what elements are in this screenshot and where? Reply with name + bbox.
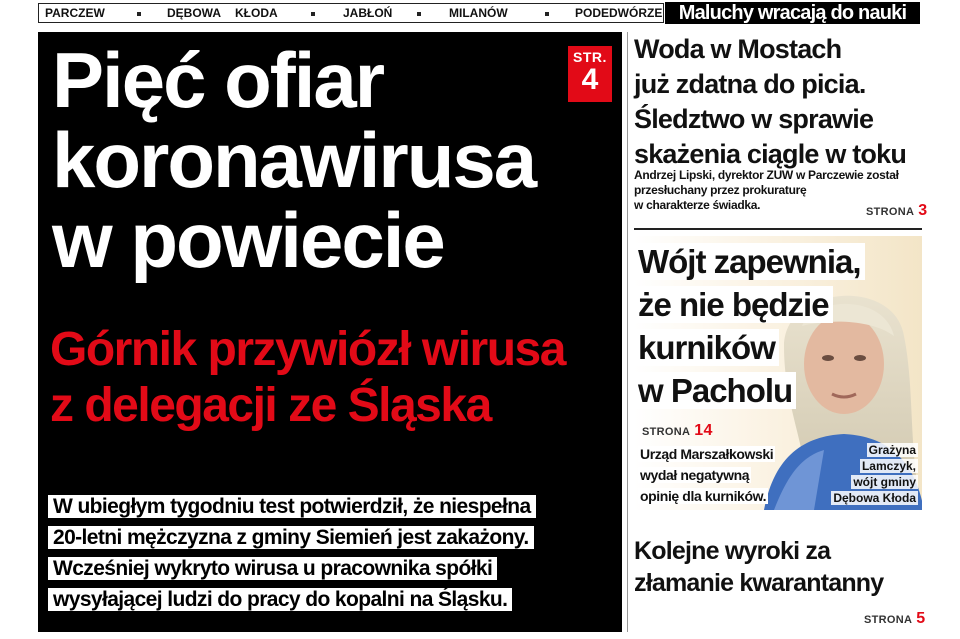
article-wojt-title bbox=[634, 240, 874, 412]
title-line: już zdatna do picia. bbox=[634, 69, 866, 99]
article-water-title[interactable] bbox=[634, 32, 924, 172]
nav-separator bbox=[137, 12, 141, 16]
article-quarantine-title[interactable] bbox=[634, 535, 924, 599]
title-line: skażenia ciągle w toku bbox=[634, 139, 907, 169]
title-line: kurników bbox=[634, 329, 779, 366]
page-reference-badge bbox=[568, 46, 612, 102]
nav-item-debowa[interactable]: DĘBOWA bbox=[167, 6, 221, 20]
headline-line: w powiecie bbox=[52, 196, 444, 284]
lead-line: Andrzej Lipski, dyrektor ZUW w Parczewie został bbox=[634, 168, 899, 182]
nav-item-parczew[interactable]: PARCZEW bbox=[45, 6, 105, 20]
lead-line: przesłuchany przez prokuraturę bbox=[634, 183, 807, 197]
article-wojt-page-ref bbox=[642, 422, 713, 440]
article-wojt-feature[interactable] bbox=[634, 236, 922, 510]
subhead-line: Górnik przywiózł wirusa bbox=[50, 323, 565, 376]
caption-line: Lamczyk, bbox=[861, 459, 916, 473]
lead-story-panel[interactable] bbox=[38, 32, 622, 632]
lead-headline bbox=[52, 36, 572, 284]
lead-line: wydał negatywną bbox=[640, 467, 750, 483]
lead-line: opinię dla kurników. bbox=[640, 488, 767, 504]
page-ref-number: 14 bbox=[694, 422, 713, 439]
column-divider bbox=[627, 32, 628, 632]
nav-separator bbox=[311, 12, 315, 16]
article-water-page-ref bbox=[866, 202, 927, 220]
nav-item-milanow[interactable]: MILANÓW bbox=[449, 6, 508, 20]
caption-line: Grażyna bbox=[868, 443, 916, 457]
headline-line: koronawirusa bbox=[52, 116, 536, 204]
title-line: w Pacholu bbox=[634, 372, 796, 409]
page-ref-label: STRONA bbox=[866, 206, 915, 218]
lead-line: W ubiegłym tygodniu test potwierdził, że niespełna bbox=[48, 495, 536, 518]
top-teaser-banner[interactable]: Maluchy wracają do nauki bbox=[665, 2, 920, 24]
town-nav-strip bbox=[38, 3, 664, 23]
lead-line: Urząd Marszałkowski bbox=[640, 446, 774, 462]
title-line: Kolejne wyroki za bbox=[634, 537, 831, 565]
caption-line: Dębowa Kłoda bbox=[833, 491, 916, 505]
lead-paragraph bbox=[48, 491, 608, 615]
nav-item-jablon[interactable]: JABŁOŃ bbox=[343, 6, 393, 20]
lead-line: 20-letni mężczyzna z gminy Siemień jest zakażony. bbox=[48, 526, 534, 549]
page-reference-label: STR. bbox=[573, 49, 607, 65]
page-ref-label: STRONA bbox=[864, 614, 913, 626]
photo-caption bbox=[808, 442, 918, 506]
headline-line: Pięć ofiar bbox=[52, 36, 384, 124]
page-ref-number: 3 bbox=[918, 202, 928, 219]
article-wojt-lead bbox=[638, 444, 808, 507]
page-reference-number: 4 bbox=[581, 63, 599, 96]
nav-separator bbox=[417, 12, 421, 16]
nav-item-podedworze[interactable]: PODEDWÓRZE bbox=[575, 6, 663, 20]
title-line: Woda w Mostach bbox=[634, 34, 842, 64]
nav-separator bbox=[545, 12, 549, 16]
title-line: że nie będzie bbox=[634, 286, 833, 323]
title-line: Wójt zapewnia, bbox=[634, 243, 865, 280]
article-quarantine-page-ref bbox=[864, 610, 925, 628]
section-rule bbox=[634, 228, 922, 230]
lead-subheadline bbox=[50, 322, 620, 434]
page-ref-label: STRONA bbox=[642, 426, 691, 438]
lead-line: Wcześniej wykryto wirusa u pracownika spółki bbox=[48, 557, 497, 580]
lead-line: wysyłającej ludzi do pracy do kopalni na Śląsku. bbox=[48, 588, 512, 611]
caption-line: wójt gminy bbox=[853, 475, 916, 489]
nav-item-kloda[interactable]: KŁODA bbox=[235, 6, 278, 20]
title-line: Śledztwo w sprawie bbox=[634, 104, 874, 134]
page-ref-number: 5 bbox=[916, 610, 926, 627]
subhead-line: z delegacji ze Śląska bbox=[50, 379, 491, 432]
title-line: złamanie kwarantanny bbox=[634, 569, 884, 597]
lead-line: w charakterze świadka. bbox=[634, 198, 761, 212]
